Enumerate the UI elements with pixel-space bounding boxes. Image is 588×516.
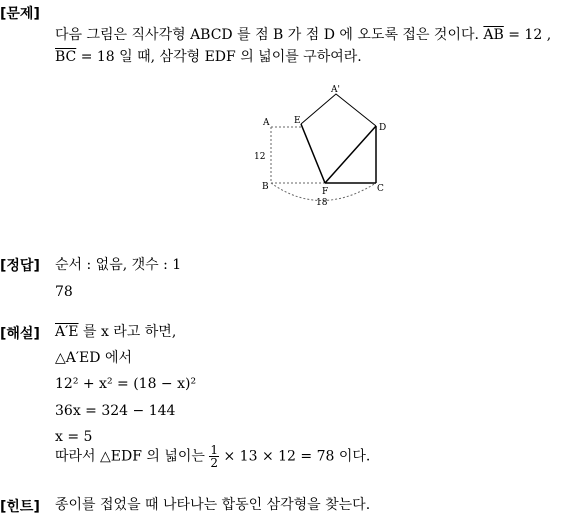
flap-edges [301, 94, 376, 126]
explanation-line-1 [55, 323, 176, 341]
label-a: A [263, 118, 270, 128]
problem-text-2: = 18 일 때, 삼각형 EDF 의 넓이를 구하여라. [76, 49, 362, 65]
label-length-18: 18 [316, 198, 328, 208]
answer-label: [정답] [0, 258, 40, 274]
label-b: B [262, 182, 269, 192]
explanation-line-2: △A′ED 에서 [55, 350, 132, 366]
edge-ef [301, 124, 325, 183]
edge-df [325, 126, 376, 183]
explanation-line-4: 36x = 324 − 144 [55, 403, 176, 419]
segment-ab: $\overline{AB}$ [483, 27, 504, 43]
hint-text: 종이를 접었을 때 나타나는 합동인 삼각형을 찾는다. [55, 497, 371, 513]
label-e: E [294, 116, 301, 126]
explanation-text-6: 따라서 △EDF 의 넓이는 [55, 448, 210, 465]
label-c: C [377, 184, 384, 194]
segment-a-prime-e: A′E [55, 324, 79, 340]
explanation-line-3: 12² + x² = (18 − x)² [55, 376, 197, 392]
answer-value: 78 [55, 284, 73, 300]
fraction-numerator: 1 [210, 443, 219, 457]
fraction-half [209, 444, 219, 469]
answer-meta: 순서 : 없음, 갯수 : 1 [55, 257, 182, 273]
problem-text-1-end: = 12 , [503, 27, 552, 43]
problem-text-1: 다음 그림은 직사각형 ABCD 를 점 B 가 점 D 에 오도록 접은 것이다. [55, 27, 484, 43]
hint-label: [힌트] [0, 499, 40, 515]
fraction-denominator: 2 [210, 456, 219, 470]
explanation-line-5: x = 5 [55, 429, 93, 445]
label-f: F [322, 187, 329, 197]
explanation-line-6 [55, 444, 370, 469]
segment-bc: $\overline{BC}$ [55, 49, 77, 65]
explanation-text-6-end: × 13 × 12 = 78 이다. [219, 448, 371, 465]
label-a-prime: A' [331, 85, 340, 95]
explanation-label: [해설] [0, 326, 40, 342]
label-d: D [379, 123, 387, 133]
explanation-text-1: 를 x 라고 하면, [78, 324, 177, 340]
label-length-12: 12 [254, 152, 266, 162]
problem-label: [문제] [0, 6, 40, 22]
